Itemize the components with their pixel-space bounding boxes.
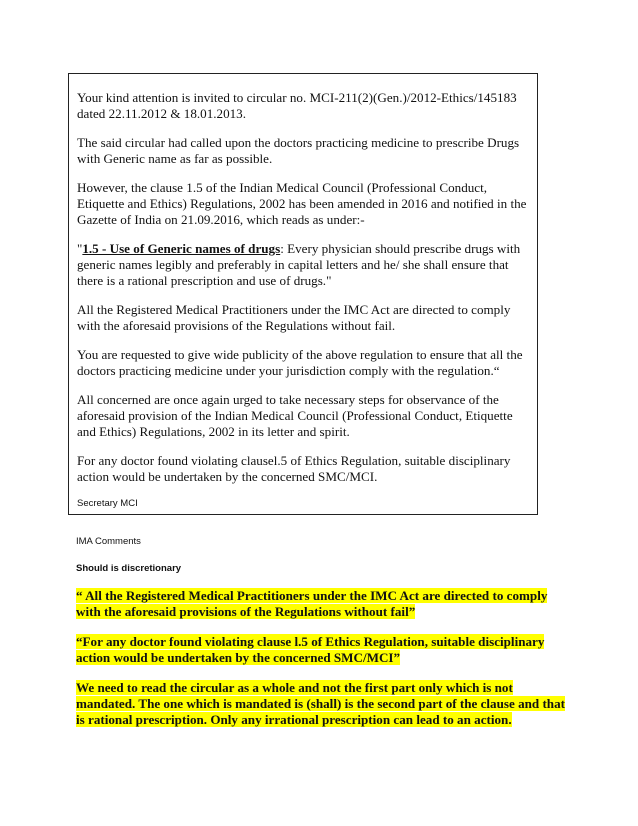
circular-quoted-clause bbox=[77, 241, 529, 289]
circular-paragraph-observance: All concerned are once again urged to take necessary steps for observance of the aforesaid provision of the Indian Medical Council (Professional Conduct, Etiquette and Ethics) Regulations, 2002 in its letter and spirit. bbox=[77, 392, 513, 439]
signature: Secretary MCI bbox=[77, 498, 138, 509]
highlight-paragraph-3 bbox=[76, 680, 566, 728]
circular-paragraph-publicity: You are requested to give wide publicity of the above regulation to ensure that all the doctors practicing medicine under your jurisdiction comply with the regulation.“ bbox=[77, 347, 523, 378]
ima-comments-subheading: Should is discretionary bbox=[76, 563, 182, 574]
circular-paragraph-reference: Your kind attention is invited to circular no. MCI-211(2)(Gen.)/2012-Ethics/145183 dated 22.11.2012 & 18.01.2013. bbox=[77, 90, 517, 121]
circular-paragraph-directive: All the Registered Medical Practitioners under the IMC Act are directed to comply with the aforesaid provisions of the Regulations without fail. bbox=[77, 302, 511, 333]
quote-open-mark: " bbox=[77, 241, 83, 256]
ima-comments-label: IMA Comments bbox=[76, 536, 141, 547]
clause-heading: 1.5 - Use of Generic names of drugs bbox=[82, 241, 281, 256]
highlight-paragraph-2 bbox=[76, 634, 566, 666]
circular-paragraph-generic-call: The said circular had called upon the doctors practicing medicine to prescribe Drugs with Generic name as far as possible. bbox=[77, 135, 520, 166]
circular-paragraph-amendment: However, the clause 1.5 of the Indian Medical Council (Professional Conduct, Etiquette and Ethics) Regulations, 2002 has been amended in 2016 and notified in the Gazette of India on 21.09.2016, which reads as under:- bbox=[77, 180, 527, 227]
highlighted-comments bbox=[76, 588, 566, 742]
circular-box bbox=[68, 73, 538, 515]
highlight-paragraph-1 bbox=[76, 588, 566, 620]
highlight-text-2: “For any doctor found violating clause l.5 of Ethics Regulation, suitable disciplinary action would be undertaken by the concerned SMC/MCI” bbox=[76, 634, 545, 665]
highlight-text-1: “ All the Registered Medical Practitioners under the IMC Act are directed to comply with the aforesaid provisions of the Regulations without fail” bbox=[76, 588, 548, 619]
highlight-text-3: We need to read the circular as a whole and not the first part only which is not mandated. The one which is mandated is (shall) is the second part of the clause and that is rational prescription. Only any irrational prescription can lead to an action. bbox=[76, 680, 566, 727]
circular-paragraph-disciplinary: For any doctor found violating clausel.5 of Ethics Regulation, suitable disciplinary action would be undertaken by the concerned SMC/MCI. bbox=[77, 453, 511, 484]
clause-body: : Every physician should prescribe drugs with generic names legibly and preferably in capital letters and he/ she shall ensure that there is a rational prescription and use of drugs." bbox=[77, 241, 521, 288]
